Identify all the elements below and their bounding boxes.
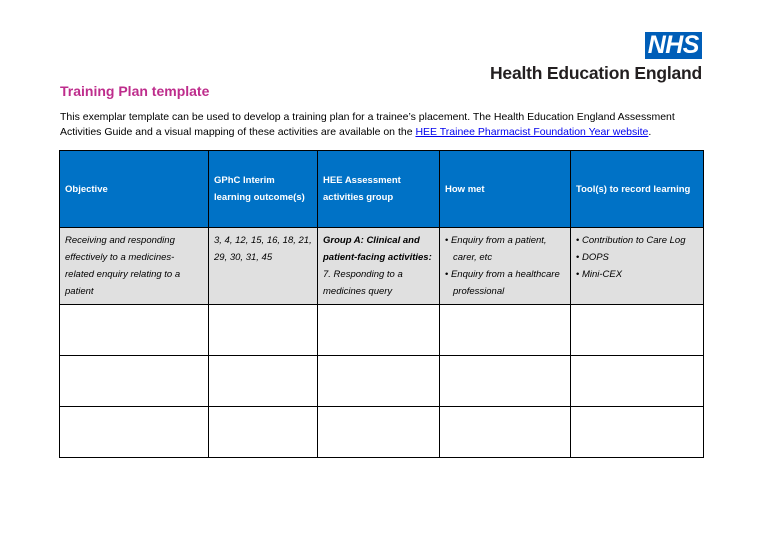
- training-plan-table: [59, 150, 704, 458]
- hee-logo: [490, 32, 702, 84]
- empty-cell[interactable]: [571, 356, 704, 407]
- example-objective[interactable]: Receiving and responding effectively to a medicines-related enquiry relating to a patient: [60, 228, 209, 305]
- header-learning-outcomes: GPhC Interim learning outcome(s): [209, 151, 318, 228]
- empty-cell[interactable]: [209, 356, 318, 407]
- org-name: Health Education England: [489, 63, 702, 83]
- group-rest-text: 7. Responding to a medicines query: [323, 269, 403, 297]
- empty-cell[interactable]: [318, 305, 440, 356]
- empty-cell[interactable]: [318, 356, 440, 407]
- intro-text: This exemplar template can be used to develop a training plan for a trainee’s placement. The Health Education England Assessment Activities Guide and a visual mapping of these activities are available on the: [60, 111, 675, 138]
- empty-cell[interactable]: [209, 305, 318, 356]
- table-row: [60, 407, 704, 458]
- example-row: [60, 228, 704, 305]
- example-tools[interactable]: [571, 228, 704, 305]
- table-row: [60, 356, 704, 407]
- empty-cell[interactable]: [440, 407, 571, 458]
- empty-cell[interactable]: [440, 356, 571, 407]
- table-row: [60, 305, 704, 356]
- list-item: • Mini-CEX: [576, 266, 698, 283]
- intro-end: .: [648, 126, 652, 138]
- header-objective: Objective: [60, 151, 209, 228]
- empty-cell[interactable]: [318, 407, 440, 458]
- header-how-met: How met: [440, 151, 571, 228]
- intro-paragraph: [60, 110, 710, 140]
- empty-cell[interactable]: [571, 305, 704, 356]
- list-item: • Contribution to Care Log: [576, 232, 698, 249]
- header-assessment-group: HEE Assessment activities group: [318, 151, 440, 228]
- list-item: • DOPS: [576, 249, 698, 266]
- group-bold-label: Group A: Clinical and patient-facing activities:: [323, 235, 432, 263]
- example-outcomes[interactable]: 3, 4, 12, 15, 16, 18, 21, 29, 30, 31, 45: [209, 228, 318, 305]
- empty-cell[interactable]: [571, 407, 704, 458]
- empty-cell[interactable]: [60, 305, 209, 356]
- hee-website-link[interactable]: HEE Trainee Pharmacist Foundation Year website: [415, 126, 649, 138]
- example-group[interactable]: [318, 228, 440, 305]
- nhs-logo: NHS: [645, 32, 702, 59]
- empty-cell[interactable]: [60, 356, 209, 407]
- table-header-row: [60, 151, 704, 228]
- example-how-met[interactable]: [440, 228, 571, 305]
- empty-cell[interactable]: [60, 407, 209, 458]
- list-item: • Enquiry from a healthcare professional: [445, 266, 565, 300]
- header-tools: Tool(s) to record learning: [571, 151, 704, 228]
- list-item: • Enquiry from a patient, carer, etc: [445, 232, 565, 266]
- empty-cell[interactable]: [440, 305, 571, 356]
- page-title: Training Plan template: [60, 83, 210, 99]
- empty-cell[interactable]: [209, 407, 318, 458]
